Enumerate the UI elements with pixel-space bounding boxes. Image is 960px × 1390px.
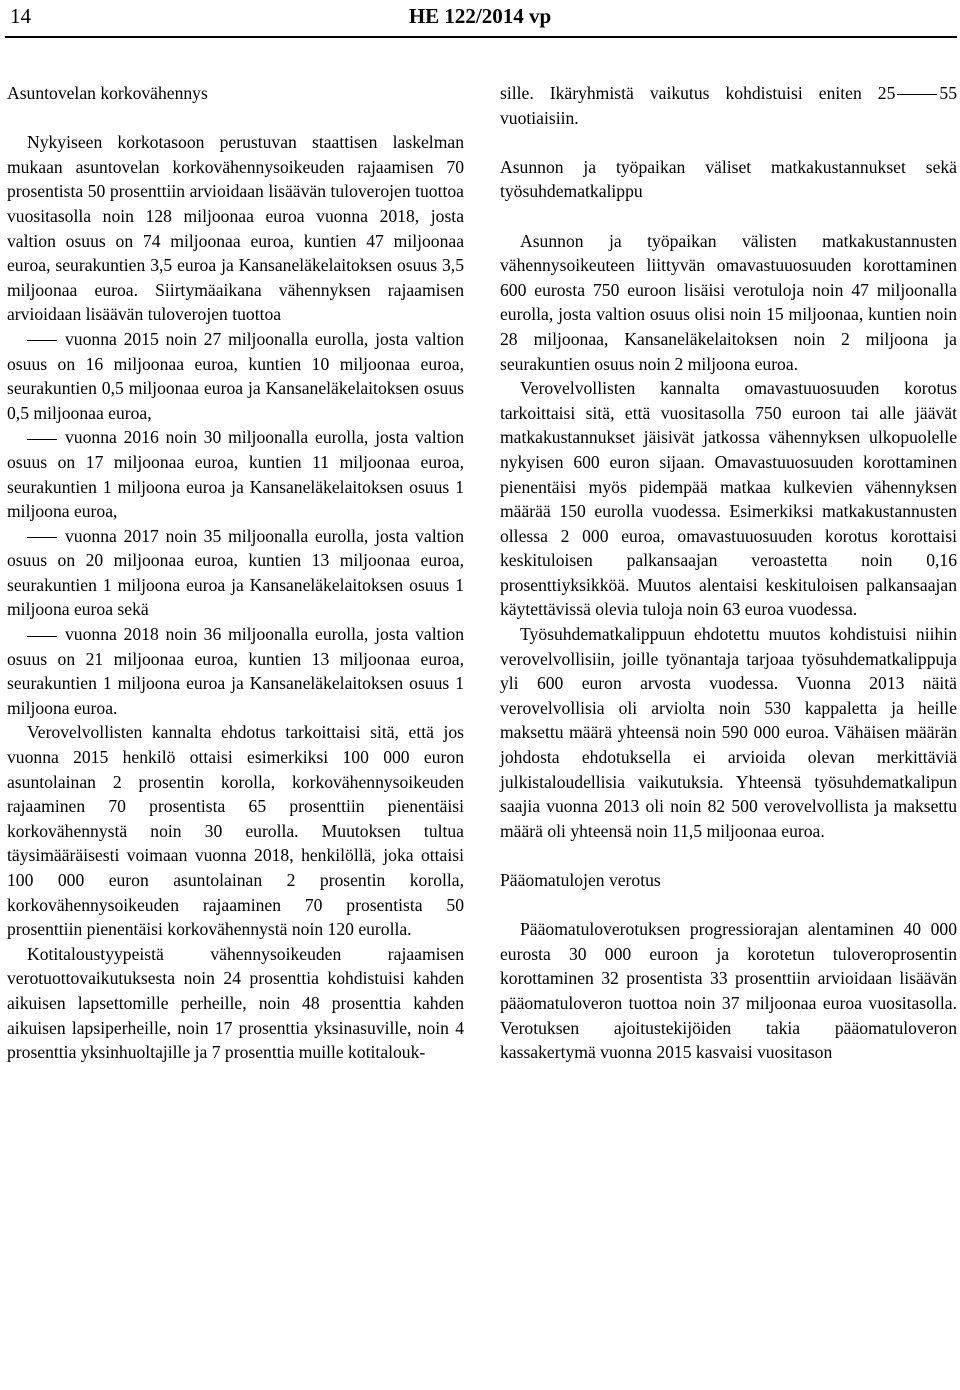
page-number: 14 — [10, 4, 31, 28]
spacer — [7, 106, 464, 131]
spacer — [500, 893, 957, 918]
dash-list-text: vuonna 2017 noin 35 miljoonalla eurolla, josta valtion osuus on 20 miljoonaa euroa, kuntien 13 miljoonaa euroa, seurakuntien 1 miljoona euroa ja Kansaneläkelaitoksen osuus 1 miljoona euroa sekä — [7, 525, 464, 620]
section-heading: Asunnon ja työpaikan väliset matkakustannukset sekä työsuhdematkalippu — [500, 156, 957, 202]
paragraph: Asunnon ja työpaikan välisten matkakustannusten vähennysoikeuteen liittyvän omavastuuosuuden korottaminen 600 eurosta 750 euroon lisäisi verotuloja noin 47 miljoonalla eurolla, josta valtion osuus olisi noin 15 miljoonaa, kuntien noin 28 miljoonaa, Kansaneläkelaitoksen noin 2 miljoona ja seurakuntien osuus noin 2 miljoona euroa. — [500, 230, 957, 374]
spacer — [500, 204, 957, 229]
paragraph: Nykyiseen korkotasoon perustuvan staattisen laskelman mukaan asuntovelan korkovähennysoikeuden rajaamisen 70 prosentista 50 prosenttiin arvioidaan lisäävän tuloverojen tuottoa vuositasolla noin 128 miljoonaa euroa vuonna 2018, josta valtion osuus on 74 miljoonaa euroa, kuntien 47 miljoonaa euroa, seurakuntien 3,5 euroa ja Kansaneläkelaitoksen osuus 3,5 miljoonaa euroa. Siirtymäaikana vähennyksen rajaamisen arvioidaan lisäävän tuloverojen tuottoa — [7, 132, 464, 325]
dash-list-text: vuonna 2015 noin 27 miljoonalla eurolla, josta valtion osuus on 16 miljoonaa euroa, kuntien 10 miljoonaa euroa, seurakuntien 0,5 miljoonaa euroa ja Kansaneläkelaitoksen osuus 0,5 miljoonaa euroa, — [7, 328, 464, 423]
section-heading: Asuntovelan korkovähennys — [7, 83, 208, 103]
section-heading: Pääomatulojen verotus — [500, 870, 661, 890]
continued-text-end: 55 vuotiaisiin. — [500, 83, 957, 128]
dash-glyph — [27, 636, 57, 637]
paragraph: Pääomatuloverotuksen progressiorajan alentaminen 40 000 eurosta 30 000 euroon ja korotetun tuloveroprosentin korottaminen 32 prosentista 33 prosenttiin arvioidaan lisäävän pääomatuloveron tuottoa noin 37 miljoonaa euroa vuositasolla. Verotuksen ajoitustekijöiden takia pääomatuloveron kassakertymä vuonna 2015 kasvaisi vuositason — [500, 919, 957, 1063]
paragraph: Verovelvollisten kannalta omavastuuosuuden korotus tarkoittaisi sitä, että vuositasolla 750 euroon tai alle jäävät matkakustannukset jäisivät jatkossa vähennyksen ulkopuolelle nykyisen 600 euron sijaan. Omavastuuosuuden korottaminen pienentäisi myös pidempää matkaa kulkevien vähennyksen määrää 150 eurolla vuodessa. Esimerkiksi matkakustannusten ollessa 2 000 euroa, omavastuuosuuden korotus korottaisi keskituloisen palkansaajan veroastetta noin 0,16 prosenttiyksikköä. Muutos alentaisi keskituloisen palkansaajan käytettävissä olevia tuloja noin 63 euroa vuodessa. — [500, 378, 957, 620]
continued-paragraph — [500, 81, 957, 130]
paragraph: Verovelvollisten kannalta ehdotus tarkoittaisi sitä, että jos vuonna 2015 henkilö ottaisi esimerkiksi 100 000 euron asuntolainan 2 prosentin korolla, korkovähennysoikeuden rajaaminen 70 prosentista 65 prosenttiin pienentäisi korkovähennystä noin 30 eurolla. Muutoksen tultua täysimääräisesti voimaan vuonna 2018, henkilöllä, joka ottaisi 100 000 euron asuntolainan 2 prosentin korolla, korkovähennysoikeuden rajaaminen 70 prosentista 50 prosenttiin pienentäisi korkovähennystä noin 120 eurolla. — [7, 722, 464, 940]
left-column — [7, 81, 464, 1065]
spacer — [500, 843, 957, 868]
dash-list-item — [7, 622, 464, 720]
spacer — [500, 130, 957, 155]
paragraph: Työsuhdematkalippuun ehdotettu muutos kohdistuisi niihin verovelvollisiin, joille työnantaja tarjoaa työsuhdematkalippuja yli 600 euron arvosta vuodessa. Vuonna 2013 näitä verovelvollisia oli arviolta noin 530 kappaletta ja heille maksettu määrä yhteensä noin 590 000 euroa. Vähäisen määrän johdosta ehdotuksella ei arvioida olevan merkittäviä julkistaloudellisia vaikutuksia. Yhteensä työsuhdematkalipun saajia vuonna 2013 oli noin 82 500 verovelvollista ja maksettu määrä oli yhteensä noin 11,5 miljoonaa euroa. — [500, 624, 957, 841]
header-rule — [5, 36, 957, 38]
right-column — [500, 81, 957, 1065]
dash-list-item — [7, 524, 464, 622]
dash-glyph — [27, 439, 57, 440]
range-dash-glyph — [897, 94, 937, 95]
paragraph: Kotitaloustyypeistä vähennysoikeuden rajaamisen verotuottovaikutuksesta noin 24 prosenttia kohdistuisi kahden aikuisen lapsettomille perheille, noin 48 prosenttia kahden aikuisen lapsiperheille, noin 17 prosenttia yksinasuville, noin 4 prosenttia yksinhuoltajille ja 7 prosenttia muille kotitalouk- — [7, 943, 464, 1063]
dash-glyph — [27, 537, 57, 538]
document-id: HE 122/2014 vp — [408, 4, 552, 28]
dash-list-text: vuonna 2016 noin 30 miljoonalla eurolla, josta valtion osuus on 17 miljoonaa euroa, kuntien 11 miljoonaa euroa, seurakuntien 1 miljoona euroa ja Kansaneläkelaitoksen osuus 1 miljoona euroa, — [7, 427, 464, 522]
dash-list-item — [7, 327, 464, 425]
continued-text-start: sille. Ikäryhmistä vaikutus kohdistuisi eniten 25 — [500, 83, 896, 103]
dash-list-item — [7, 425, 464, 523]
dash-glyph — [27, 340, 57, 341]
dash-list-text: vuonna 2018 noin 36 miljoonalla eurolla, josta valtion osuus on 21 miljoonaa euroa, kuntien 13 miljoonaa euroa, seurakuntien 1 miljoona euroa ja Kansaneläkelaitoksen osuus 1 miljoona euroa. — [7, 624, 464, 718]
